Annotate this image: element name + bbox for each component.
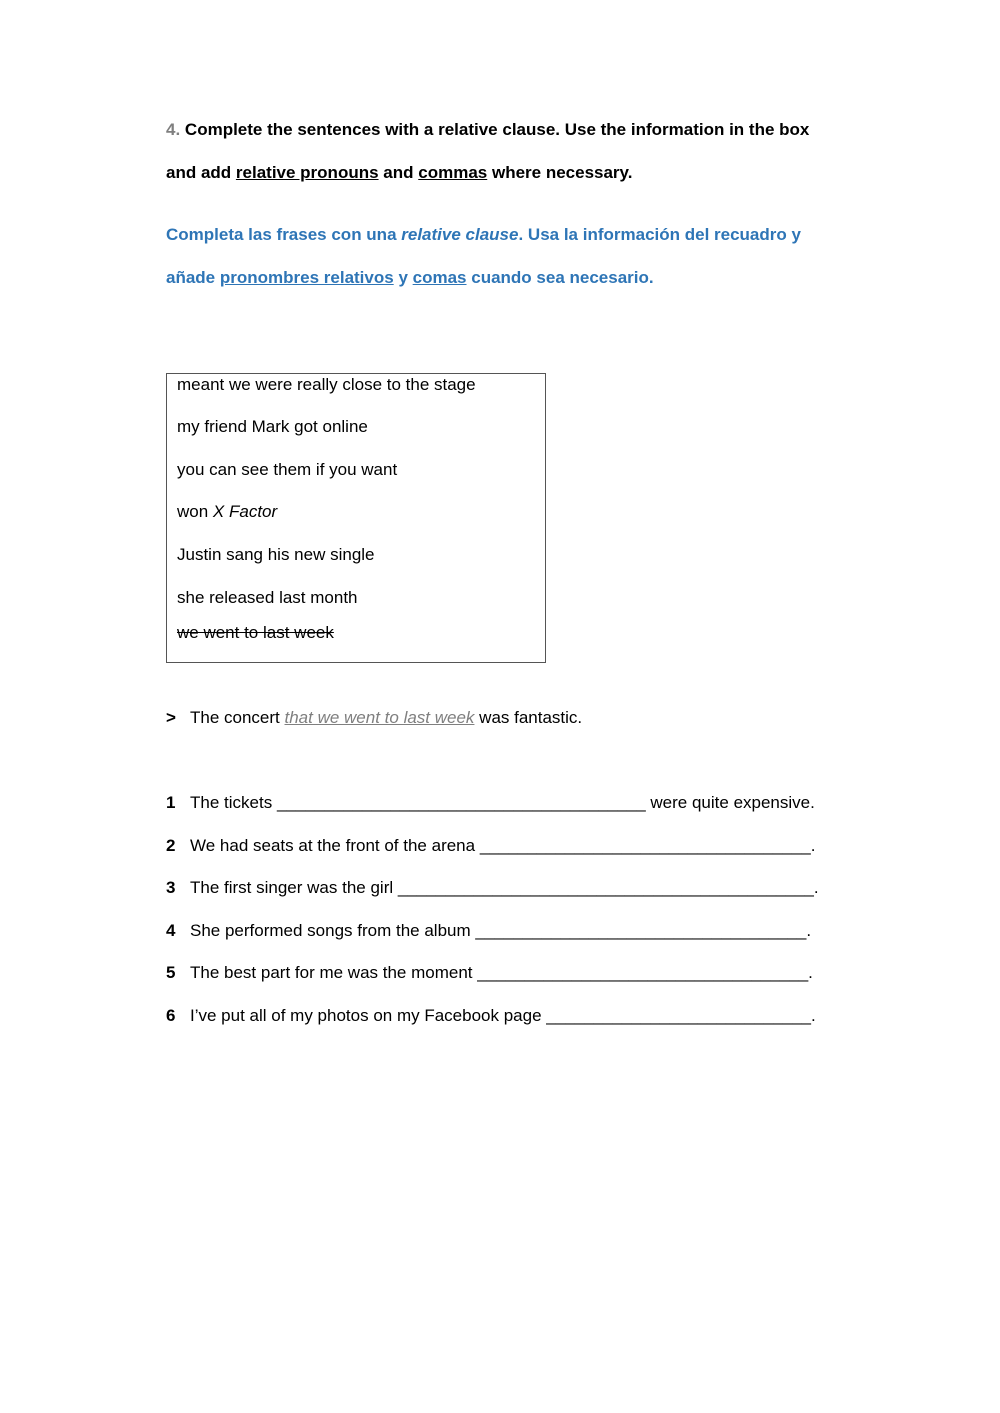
question-text: We had seats at the front of the arena bbox=[190, 836, 476, 855]
question-text: The first singer was the girl bbox=[190, 878, 394, 897]
question-text-end: were quite expensive. bbox=[650, 793, 815, 812]
keyword-comas: comas bbox=[412, 268, 467, 287]
keyword-relative-clause: relative clause bbox=[401, 225, 519, 244]
question-number: 1 bbox=[166, 793, 176, 812]
question-3 bbox=[166, 878, 819, 898]
question-number: 4 bbox=[166, 921, 176, 940]
instructions-es-line1 bbox=[166, 225, 866, 245]
question-5 bbox=[166, 963, 813, 983]
keyword-pronombres-relativos: pronombres relativos bbox=[219, 268, 394, 287]
question-4 bbox=[166, 921, 811, 941]
question-1 bbox=[166, 793, 815, 813]
question-number: 5 bbox=[166, 963, 176, 982]
box-item: meant we were really close to the stage bbox=[177, 375, 476, 394]
example-marker: > bbox=[166, 708, 176, 727]
example-before: The concert bbox=[190, 708, 280, 727]
question-text: The best part for me was the moment bbox=[190, 963, 473, 982]
instructions-es-text1b: . Usa la información del recuadro y bbox=[518, 225, 801, 244]
question-2 bbox=[166, 836, 815, 856]
instructions-en-and: and bbox=[383, 163, 414, 182]
box-item: she released last month bbox=[177, 588, 358, 607]
question-text-end: . bbox=[811, 1006, 816, 1025]
instructions-es-text2b: cuando sea necesario. bbox=[471, 268, 654, 287]
answer-blank[interactable]: ___________________________________ bbox=[477, 963, 809, 982]
box-item: Justin sang his new single bbox=[177, 545, 375, 564]
keyword-relative-pronouns: relative pronouns bbox=[235, 163, 379, 182]
answer-blank[interactable]: _______________________________________ bbox=[276, 793, 646, 812]
instructions-en-text2b: where necessary. bbox=[491, 163, 633, 182]
question-text-end: . bbox=[806, 921, 812, 940]
example-sentence bbox=[166, 708, 582, 728]
information-box bbox=[166, 373, 546, 663]
instructions-es-text2a: añade bbox=[166, 268, 216, 287]
question-text-end: . bbox=[813, 878, 819, 897]
question-text: I’ve put all of my photos on my Facebook page bbox=[190, 1006, 542, 1025]
box-item bbox=[177, 502, 277, 522]
box-item: you can see them if you want bbox=[177, 460, 398, 479]
question-number: 3 bbox=[166, 878, 176, 897]
example-after: was fantastic. bbox=[479, 708, 583, 727]
question-text-end: . bbox=[810, 836, 816, 855]
instructions-en-text1: Complete the sentences with a relative clause. Use the information in the box bbox=[184, 120, 810, 139]
answer-blank[interactable]: ___________________________________ bbox=[479, 836, 811, 855]
question-6 bbox=[166, 1006, 816, 1026]
question-text-end: . bbox=[808, 963, 813, 982]
instructions-es-text1a: Completa las frases con una bbox=[166, 225, 397, 244]
box-item-used: we went to last week bbox=[177, 623, 334, 642]
box-item-won: won bbox=[177, 502, 209, 521]
answer-blank[interactable]: ___________________________________ bbox=[475, 921, 807, 940]
instructions-en-line1 bbox=[166, 120, 866, 140]
instructions-en-text2a: and add bbox=[166, 163, 232, 182]
question-text: She performed songs from the album bbox=[190, 921, 471, 940]
instructions-es-line2 bbox=[166, 268, 866, 288]
question-number: 6 bbox=[166, 1006, 176, 1025]
example-answer: that we went to last week bbox=[284, 708, 475, 727]
question-text: The tickets bbox=[190, 793, 273, 812]
answer-blank[interactable]: ____________________________________________ bbox=[397, 878, 814, 897]
answer-blank[interactable]: ____________________________ bbox=[546, 1006, 811, 1025]
box-item: my friend Mark got online bbox=[177, 417, 368, 436]
question-number: 2 bbox=[166, 836, 176, 855]
instructions-en-line2 bbox=[166, 163, 866, 183]
box-item-x-factor: X Factor bbox=[212, 502, 278, 521]
instructions-es-y: y bbox=[398, 268, 408, 287]
keyword-commas: commas bbox=[418, 163, 488, 182]
exercise-number: 4. bbox=[166, 120, 181, 139]
